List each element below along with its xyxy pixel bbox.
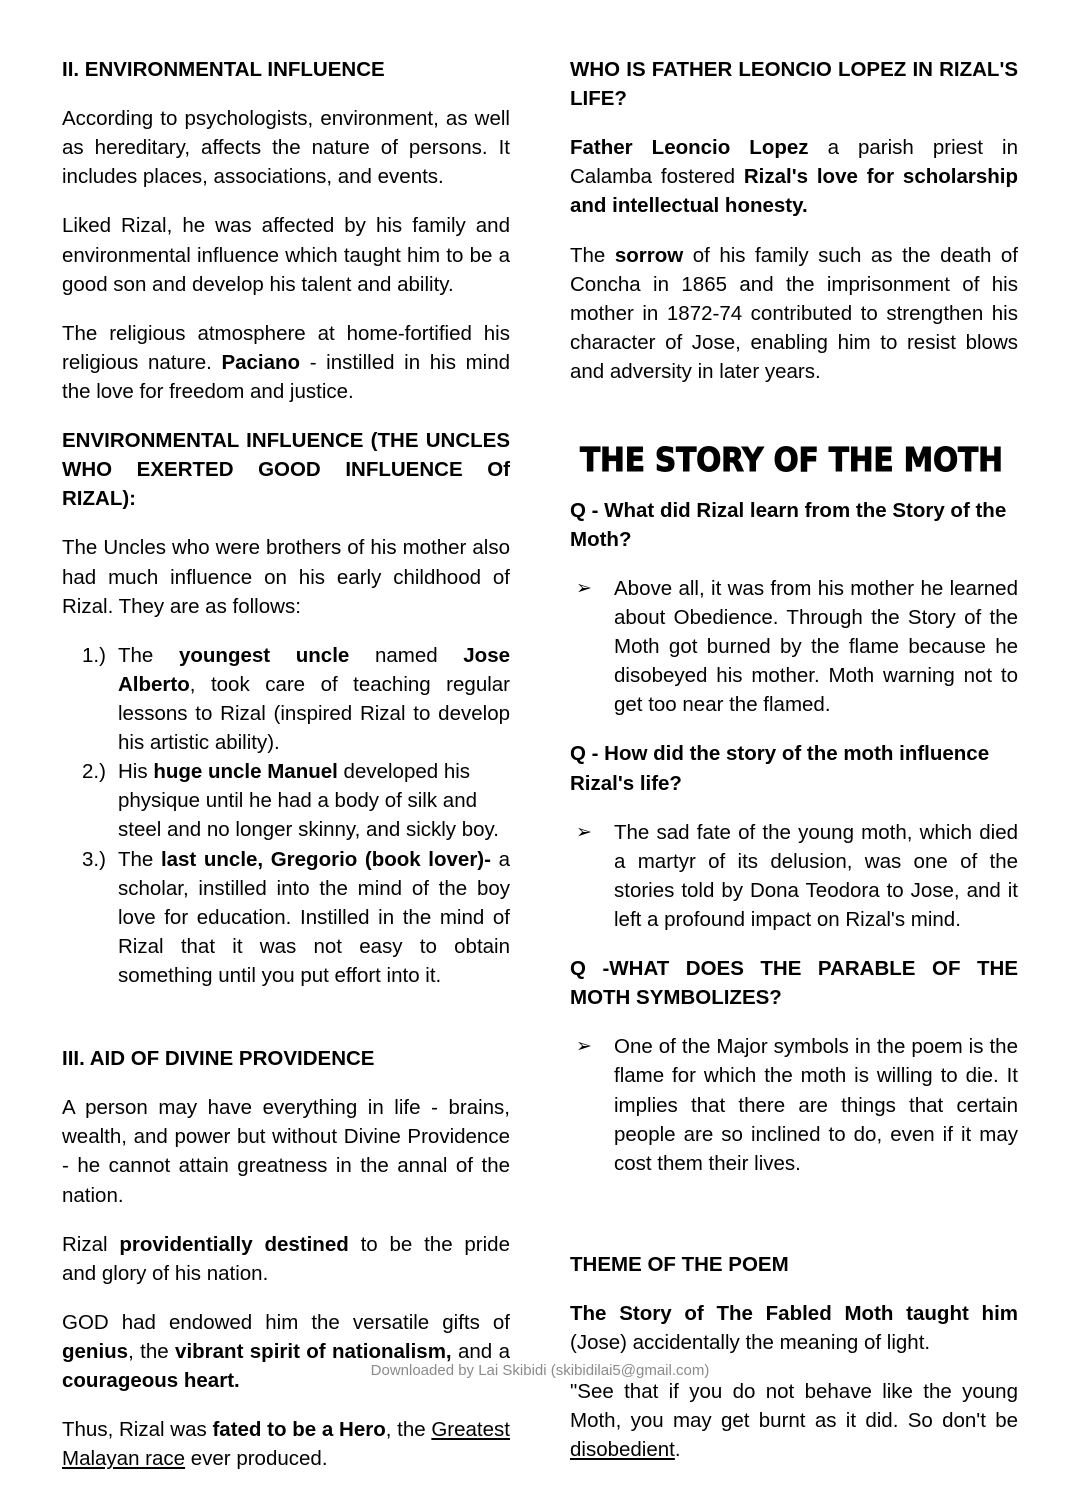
text-run: The: [118, 847, 161, 871]
paragraph-providentially-destined: [62, 1230, 510, 1288]
heading-uncles-good-influence: ENVIRONMENTAL INFLUENCE (THE UNCLES WHO EXERTED GOOD INFLUENCE Of RIZAL):: [62, 429, 510, 511]
paragraph-see-that-if-you-do-not-behave: [570, 1377, 1018, 1464]
text-run: The religious atmosphere at home-fortified his religious nature.: [62, 321, 510, 374]
two-column-layout: [62, 55, 1018, 1493]
list-marker: 2.): [82, 760, 106, 784]
paragraph-thus-rizal-was-fated: [62, 1415, 510, 1473]
uncles-list: [62, 641, 510, 990]
bold-youngest-uncle: youngest uncle: [178, 643, 350, 667]
question-what-does-parable-symbolize: Q -WHAT DOES THE PARABLE OF THE MOTH SYMBOLIZES?: [570, 957, 1018, 1010]
section-spacer: [62, 1010, 510, 1044]
paragraph-fabled-moth-taught-him: [570, 1299, 1018, 1357]
right-column: [570, 55, 1018, 1485]
text-run: to be the pride and glory of his nation.: [62, 1232, 510, 1285]
text-run: The: [570, 243, 615, 267]
bold-last-uncle-gregorio: last uncle, Gregorio (book lover)-: [160, 847, 491, 871]
text-run: and a: [451, 1339, 510, 1363]
paragraph-religious-atmosphere: [62, 319, 510, 406]
text-run: ever produced.: [185, 1447, 328, 1471]
text-run: developed his physique until he had a body of silk and steel and no longer skinny, and sickly boy.: [118, 760, 499, 842]
text-run: named: [349, 643, 464, 667]
paragraph-god-had-endowed: [62, 1308, 510, 1395]
bold-fated-to-be-a-hero: fated to be a Hero: [212, 1418, 386, 1442]
list-item: [62, 641, 510, 757]
text-run: The sad fate of the young moth, which died a martyr of its delusion, was one of the stories told by Dona Teodora to Jose, and it left a profound impact on Rizal's mind.: [614, 820, 1018, 931]
paragraph-uncles-brothers: The Uncles who were brothers of his mother also had much influence on his early childhood of Rizal. They are as follows:: [62, 536, 510, 618]
answer-list-1: [570, 574, 1018, 720]
list-marker: 1.): [82, 643, 106, 667]
section-spacer: [570, 1198, 1018, 1250]
text-run: .: [674, 1438, 681, 1462]
text-run: GOD had endowed him the versatile gifts of: [62, 1310, 510, 1334]
text-run: One of the Major symbols in the poem is the flame for which the moth is willing to die. It implies that there are things that certain people are so inclined to do, even if it may cost them their lives.: [614, 1035, 1018, 1175]
answer-list-3: [570, 1032, 1018, 1178]
heading-aid-of-divine-providence: III. AID OF DIVINE PROVIDENCE: [62, 1047, 375, 1071]
underline-disobedient: disobedient: [570, 1438, 675, 1462]
text-run: a scholar, instilled into the mind of the boy love for education. Instilled in the mind of Rizal that it was not easy to obtain something until you put effort into it.: [118, 847, 510, 987]
bold-genius: genius: [62, 1339, 129, 1363]
heading-the-story-of-the-moth: THE STORY OF THE MOTH: [580, 440, 1003, 480]
heading-theme-of-the-poem: THEME OF THE POEM: [570, 1252, 789, 1276]
list-item: [570, 574, 1018, 720]
list-item: [570, 818, 1018, 934]
question-how-did-story-influence: Q - How did the story of the moth influence Rizal's life?: [570, 742, 990, 795]
heading-who-is-father-leoncio-lopez: WHO IS FATHER LEONCIO LOPEZ IN RIZAL'S LIFE?: [570, 58, 1018, 111]
text-run: Rizal: [62, 1232, 120, 1256]
answer-list-2: [570, 818, 1018, 934]
underline-greatest-malayan-race: Greatest Malayan race: [62, 1418, 510, 1471]
list-item: [62, 757, 510, 844]
bold-vibrant-spirit: vibrant spirit of nationalism,: [175, 1339, 452, 1363]
text-run: , took care of teaching regular lessons to Rizal (inspired Rizal to develop his artistic ability).: [118, 672, 510, 755]
bold-rizals-love-for-scholarship: Rizal's love for scholarship and intellectual honesty.: [570, 165, 1018, 218]
text-run: of his family such as the death of Concha in 1865 and the imprisonment of his mother in 1872-74 contributed to strengthen his character of Jose, enabling him to resist blows and adversity in later years.: [570, 243, 1018, 383]
text-run: "See that if you do not behave like the young Moth, you may get burnt as it did. So don't be: [570, 1380, 1018, 1433]
bold-fabled-moth-taught-him: The Story of The Fabled Moth taught him: [570, 1301, 1018, 1325]
text-run: The: [118, 643, 179, 667]
left-column: [62, 55, 510, 1493]
text-run: Thus, Rizal was: [62, 1418, 213, 1442]
paragraph-liked-rizal: Liked Rizal, he was affected by his family and environmental influence which taught him to be a good son and develop his talent and ability.: [62, 214, 510, 296]
text-run: a parish priest in Calamba fostered: [570, 136, 1018, 189]
list-item: [570, 1032, 1018, 1178]
text-run: Above all, it was from his mother he learned about Obedience. Through the Story of the Moth got burned by the flame because he disobeyed his mother. Moth warning not to get too near the flamed.: [614, 576, 1018, 717]
heading-environmental-influence: II. ENVIRONMENTAL INFLUENCE: [62, 58, 385, 81]
paragraph-a-person-may-have: A person may have everything in life - brains, wealth, and power but without Divine Providence - he cannot attain greatness in the annal of the nation.: [62, 1096, 510, 1207]
list-marker: 3.): [82, 847, 106, 871]
arrow-bullet-icon: ➢: [576, 1035, 592, 1058]
bold-paciano: Paciano: [221, 350, 301, 374]
bold-father-leoncio-lopez: Father Leoncio Lopez: [570, 136, 809, 160]
question-what-did-rizal-learn: Q - What did Rizal learn from the Story of the Moth?: [570, 498, 1007, 551]
text-run: (Jose) accidentally the meaning of light.: [570, 1331, 931, 1355]
arrow-bullet-icon: ➢: [576, 820, 592, 843]
bold-huge-uncle-manuel: huge uncle Manuel: [153, 760, 338, 784]
bold-courageous-heart: courageous heart.: [62, 1369, 240, 1393]
text-run: - instilled in his mind the love for freedom and justice.: [62, 350, 511, 403]
paragraph-the-sorrow-of-his-family: [570, 241, 1018, 387]
text-run: , the: [385, 1418, 432, 1442]
paragraph-father-leoncio-lopez: [570, 133, 1018, 220]
bold-sorrow: sorrow: [614, 243, 684, 267]
text-run: , the: [128, 1339, 176, 1363]
text-run: His: [118, 760, 154, 784]
arrow-bullet-icon: ➢: [576, 576, 592, 599]
footer-download-attribution: Downloaded by Lai Skibidi (skibidilai5@gmail.com): [370, 1362, 710, 1379]
section-spacer: [570, 406, 1018, 440]
paragraph-according-to-psychologists: According to psychologists, environment, as well as hereditary, affects the nature of persons. It includes places, associations, and events.: [62, 107, 510, 189]
bold-providentially-destined: providentially destined: [119, 1232, 349, 1256]
list-item: [62, 845, 510, 991]
bold-jose-alberto: Jose Alberto: [118, 643, 511, 696]
